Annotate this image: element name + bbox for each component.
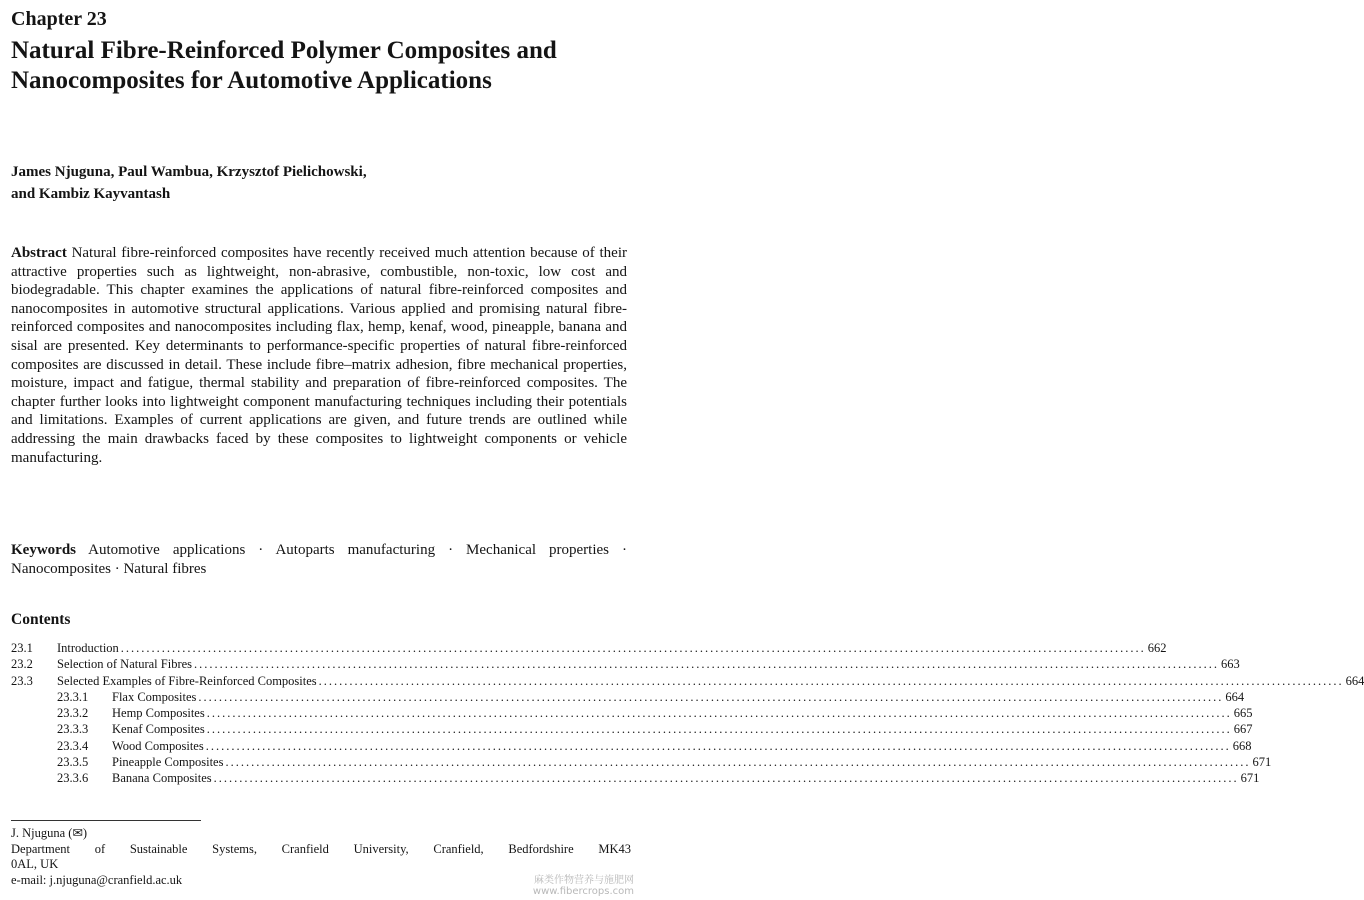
toc-entry-page: 663 xyxy=(1221,657,1240,672)
toc-entry-page: 665 xyxy=(1233,706,1253,721)
toc-leader-dots: ........................................................................................................................................................................................................ xyxy=(205,738,1231,753)
toc-entry-number: 23.3.3 xyxy=(57,722,89,737)
toc-entry[interactable] xyxy=(11,754,1272,770)
toc-leader-dots: ........................................................................................................................................................................................................ xyxy=(206,706,1232,721)
toc-leader-dots: ........................................................................................................................................................................................................ xyxy=(194,657,1220,672)
toc-entry-title: Wood Composites xyxy=(112,738,204,753)
toc-entry-number: 23.3 xyxy=(11,673,33,688)
toc-leader-dots: ........................................................................................................................................................................................................ xyxy=(213,771,1239,786)
toc-entry[interactable] xyxy=(11,689,1245,705)
keywords xyxy=(11,541,627,578)
keywords-text: Automotive applications · Autoparts manufacturing · Mechanical properties · Nanocomposites · Natural fibres xyxy=(11,542,627,577)
toc-leader-dots: ........................................................................................................................................................................................................ xyxy=(198,689,1224,704)
toc-entry[interactable] xyxy=(11,640,1167,656)
affiliation-line-2: 0AL, UK xyxy=(11,857,59,872)
toc-entry-title: Introduction xyxy=(57,641,119,655)
toc-leader-dots: ........................................................................................................................................................................................................ xyxy=(120,641,1146,655)
abstract xyxy=(11,244,627,467)
chapter-number: Chapter 23 xyxy=(11,8,107,30)
toc-entry-title: Banana Composites xyxy=(112,771,212,786)
toc-entry-number: 23.3.2 xyxy=(57,706,89,721)
affiliation-line-1: Department of Sustainable Systems, Cranfield University, Cranfield, Bedfordshire MK43 xyxy=(11,841,631,856)
watermark-line-1: 麻类作物营养与施肥网 xyxy=(534,875,634,886)
chapter-title: Natural Fibre-Reinforced Polymer Composites and Nanocomposites for Automotive Applications xyxy=(11,37,557,94)
author-email: e-mail: j.njuguna@cranfield.ac.uk xyxy=(11,872,183,887)
toc-entry-page: 662 xyxy=(1147,641,1167,655)
table-of-contents xyxy=(11,640,1364,787)
watermark-line-2: www.fibercrops.com xyxy=(532,886,634,897)
toc-entry-number: 23.3.6 xyxy=(57,771,89,786)
toc-leader-dots: ........................................................................................................................................................................................................ xyxy=(318,673,1344,688)
toc-entry-number: 23.3.5 xyxy=(57,755,89,770)
toc-entry[interactable] xyxy=(11,721,1253,737)
toc-entry[interactable] xyxy=(11,656,1240,672)
toc-entry-page: 668 xyxy=(1232,738,1252,753)
toc-entry-number: 23.3.4 xyxy=(57,738,89,753)
toc-entry-page: 664 xyxy=(1225,689,1245,704)
toc-entry-number: 23.1 xyxy=(11,641,33,655)
toc-entry-title: Kenaf Composites xyxy=(112,722,205,737)
toc-leader-dots: ........................................................................................................................................................................................................ xyxy=(225,755,1251,770)
toc-entry-page: 671 xyxy=(1252,755,1272,770)
watermark xyxy=(533,875,634,897)
contents-heading: Contents xyxy=(11,611,71,628)
abstract-text: Natural fibre-reinforced composites have recently received much attention because of their attractive properties such as lightweight, non-abrasive, combustible, non-toxic, low cost and biodegradable. This chapter examines the applications of natural fibre-reinforced composites and nanocomposites in automotive structural applications. Various applied and promising natural fibre-reinforced composites and nanocomposites including flax, hemp, kenaf, wood, pineapple, banana and sisal are presented. Key determinants to performance-specific properties of natural fibre-reinforced composites are discussed in detail. These include fibre–matrix adhesion, fibre mechanical properties, moisture, impact and fatigue, thermal stability and preparation of fibre-reinforced composites. The chapter further looks into lightweight component manufacturing techniques including their potentials and limitations. Examples of current applications are given, and future trends are outlined while addressing the main drawbacks faced by these composites to lightweight components or vehicle manufacturing. xyxy=(11,245,627,466)
toc-entry[interactable] xyxy=(11,705,1253,721)
toc-leader-dots: ........................................................................................................................................................................................................ xyxy=(206,722,1232,737)
toc-entry-page: 664 xyxy=(1345,673,1364,688)
toc-entry-number: 23.2 xyxy=(11,657,33,672)
toc-entry-title: Flax Composites xyxy=(112,689,197,704)
toc-entry-title: Selection of Natural Fibres xyxy=(57,657,193,672)
author-line-1: James Njuguna, Paul Wambua, Krzysztof Pielichowski, xyxy=(11,164,367,180)
author-list xyxy=(11,161,571,205)
toc-entry-title: Selected Examples of Fibre-Reinforced Composites xyxy=(57,673,317,688)
abstract-label: Abstract xyxy=(11,245,67,261)
toc-entry-title: Pineapple Composites xyxy=(112,755,224,770)
corresponding-author: J. Njuguna (✉) xyxy=(11,826,88,840)
footnote-rule xyxy=(11,820,201,821)
keywords-label: Keywords xyxy=(11,542,76,558)
toc-entry[interactable] xyxy=(11,738,1252,754)
toc-entry[interactable] xyxy=(11,770,1260,786)
toc-entry-page: 671 xyxy=(1240,771,1260,786)
toc-entry[interactable] xyxy=(11,673,1364,689)
toc-entry-number: 23.3.1 xyxy=(57,689,89,704)
author-line-2: and Kambiz Kayvantash xyxy=(11,186,171,202)
toc-entry-page: 667 xyxy=(1233,722,1253,737)
toc-entry-title: Hemp Composites xyxy=(112,706,205,721)
